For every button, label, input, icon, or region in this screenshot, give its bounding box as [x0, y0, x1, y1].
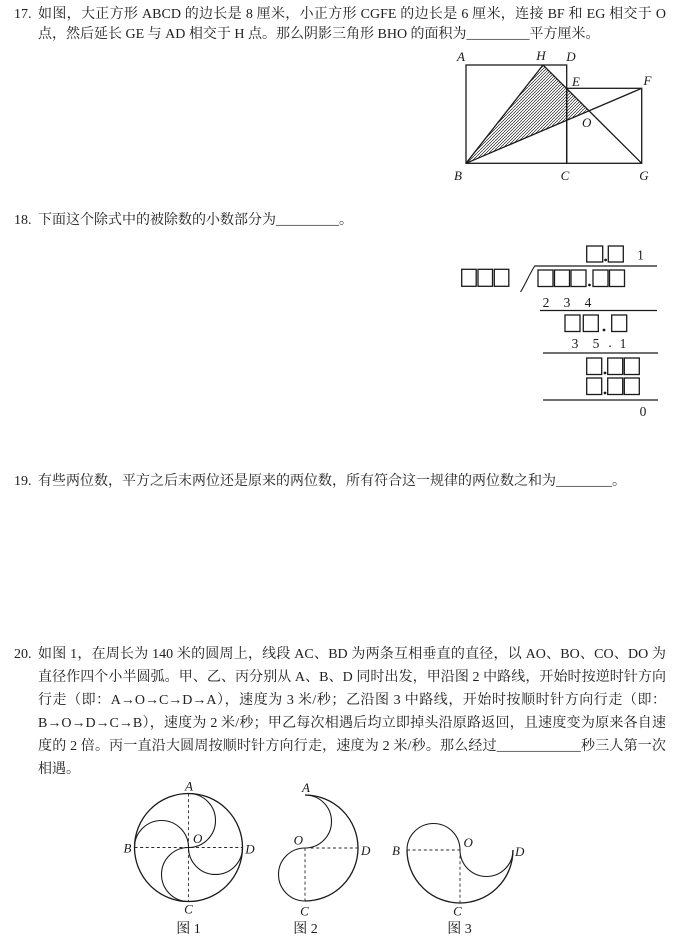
decimal-point: [604, 392, 607, 395]
label-O: O: [293, 832, 303, 848]
label-F: F: [643, 73, 652, 88]
blank-box: [538, 270, 553, 287]
semicircle-OC: [279, 848, 306, 901]
semicircle-AO: [305, 795, 332, 848]
decimal-point: [604, 372, 607, 375]
label-D: D: [515, 844, 525, 859]
label-H: H: [536, 48, 546, 63]
sub1-digit: 2: [542, 295, 550, 310]
label-A: A: [302, 780, 310, 795]
label-O: O: [463, 835, 473, 850]
question-20: [14, 643, 666, 781]
blank-box: [593, 270, 608, 287]
sub2-digit: 3: [571, 336, 579, 351]
label-B: B: [454, 168, 462, 183]
blank-box: [587, 358, 602, 375]
figure-circle-2: [279, 780, 372, 937]
label-E: E: [572, 74, 580, 89]
label-O: O: [582, 115, 592, 130]
figure-circle-1: [124, 779, 256, 938]
blank-box: [624, 378, 639, 395]
label-C: C: [453, 903, 462, 919]
question-20-number: 20.: [14, 647, 32, 662]
question-18-number: 18.: [14, 213, 32, 228]
decimal-point: [603, 329, 606, 332]
question-18: [14, 211, 666, 231]
question-18-text: 下面这个除式中的被除数的小数部分为_________。: [38, 213, 353, 228]
sub1-digit: 4: [584, 295, 592, 310]
question-19-number: 19.: [14, 474, 32, 489]
sub2-digit: 5: [592, 336, 600, 351]
label-A: A: [457, 49, 465, 64]
blank-box: [608, 358, 623, 375]
label-D: D: [245, 841, 255, 857]
question-19: [14, 472, 666, 492]
blank-box: [478, 269, 493, 286]
semicircle-BO: [407, 824, 460, 851]
caption-figure-1: 图 1: [176, 922, 201, 937]
blank-box: [494, 269, 509, 286]
blank-box: [587, 378, 602, 395]
blank-box: [608, 378, 623, 395]
blank-box: [587, 246, 603, 262]
question-20-text: 如图 1，在周长为 140 米的圆周上，线段 AC、BD 为两条互相垂直的直径，以 AO、BO、CO、DO 为直径作四个小半圆弧。甲、乙、丙分别从 A、B、D 同时出发，甲沿图 2 中路线，开始时按逆时针方向行走（即：A→O→C→D→A），速度为 3 米/秒；乙沿图 3 中路线，开始时按顺时针方向行走（即：B→O→D→C→B），速度为 2 米/秒；甲乙每次相遇后均立即掉头沿原路返回，且速度变为原来各自速度的 2 倍。丙一直沿大圆周按顺时针方向行走，速度为 2 米/秒。那么经过____________秒三人第一次相遇。: [38, 647, 666, 777]
label-C: C: [300, 903, 309, 919]
label-O: O: [193, 831, 203, 846]
division-slash: [521, 266, 536, 293]
sub2-digit: 1: [619, 336, 627, 351]
label-C: C: [184, 901, 193, 917]
blank-box: [462, 269, 477, 286]
question-17: [14, 5, 666, 45]
semicircle-OD: [460, 850, 513, 877]
label-C: C: [560, 168, 570, 183]
remainder-digit: 0: [639, 404, 647, 419]
decimal-point: [604, 259, 607, 262]
label-G: G: [639, 168, 649, 183]
label-D: D: [566, 49, 576, 64]
shaded-triangle-BHO: [466, 65, 589, 163]
blank-box: [608, 246, 623, 262]
blank-box: [583, 315, 598, 332]
blank-box: [612, 315, 627, 332]
figure-circle-3: [392, 824, 525, 938]
blank-box: [565, 315, 580, 332]
blank-box: [610, 270, 625, 287]
sub1-digit: 3: [563, 295, 571, 310]
semicircle-OC: [162, 848, 189, 902]
label-A: A: [185, 778, 193, 794]
question-19-text: 有些两位数，平方之后末两位还是原来的两位数，所有符合这一规律的两位数之和为________。: [38, 474, 626, 489]
label-B: B: [123, 840, 132, 856]
label-D: D: [361, 843, 371, 858]
blank-box: [624, 358, 639, 375]
caption-figure-3: 图 3: [447, 922, 472, 937]
question-17-text: 如图，大正方形 ABCD 的边长是 8 厘米，小正方形 CGFE 的边长是 6 厘米，连接 BF 和 EG 相交于 O 点，然后延长 GE 与 AD 相交于 H 点。那么阴影三角形 BHO 的面积为_________平方厘米。: [38, 7, 666, 42]
label-B: B: [392, 843, 400, 858]
sub2-decimal: .: [608, 335, 612, 350]
semicircle-OD: [189, 848, 243, 875]
question-17-number: 17.: [14, 7, 32, 22]
figure-20-circles: [110, 778, 570, 943]
figure-17-squares-diagram: [450, 45, 666, 187]
semicircle-BO: [135, 821, 189, 848]
blank-box: [555, 270, 570, 287]
quotient-digit: 1: [637, 247, 644, 263]
caption-figure-2: 图 2: [293, 922, 318, 937]
long-division-diagram: [455, 242, 665, 422]
decimal-point: [588, 284, 591, 287]
blank-box: [571, 270, 586, 287]
